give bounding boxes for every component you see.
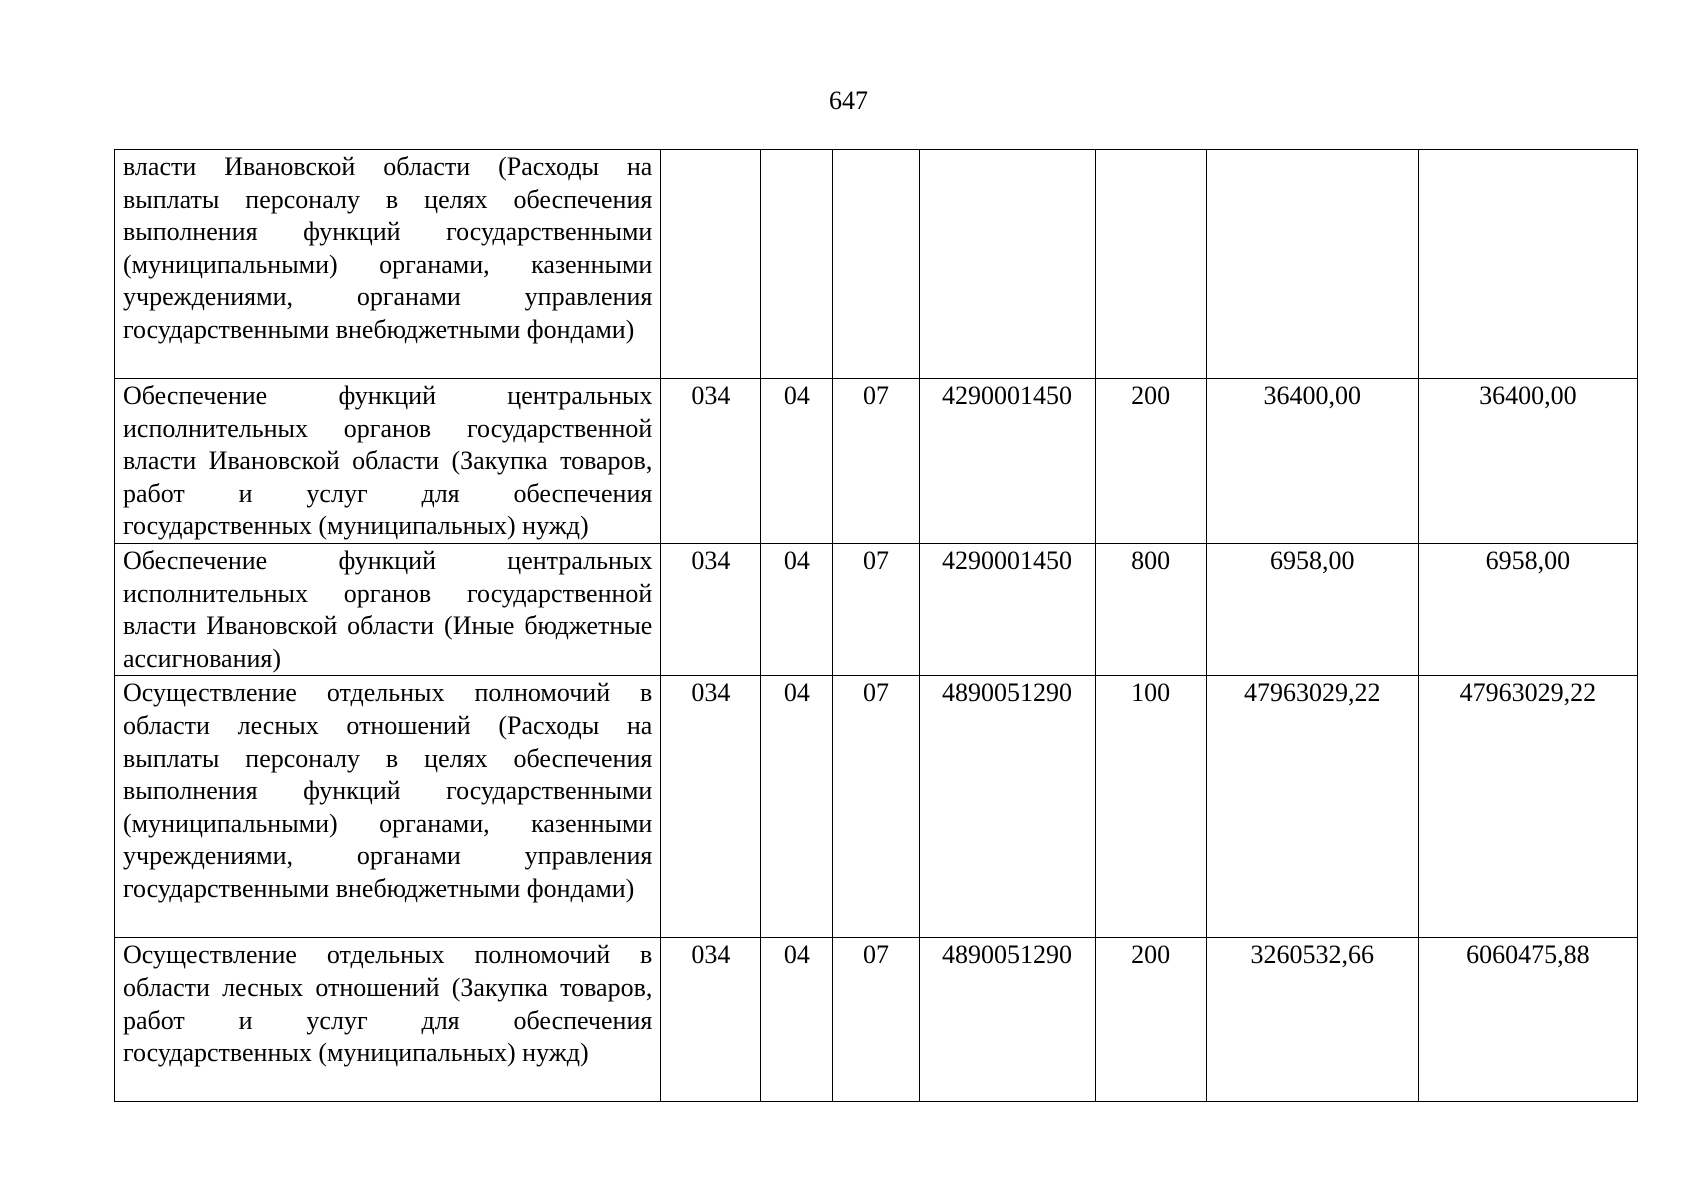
- table-row: [115, 379, 1638, 544]
- target-article-code: 4890051290: [919, 938, 1095, 1102]
- table-row: [115, 938, 1638, 1102]
- grbs-code: 034: [661, 379, 761, 544]
- amount-2: [1418, 150, 1637, 379]
- target-article-code: 4890051290: [919, 676, 1095, 938]
- subsection-code: 07: [833, 938, 919, 1102]
- expense-description: власти Ивановской области (Расходы на выплаты персоналу в целях обеспечения выполнения функций государственными (муниципальными) органами, казенными учреждениями, органами управления государственными внебюджетными фондами): [115, 150, 661, 379]
- expense-type-code: 200: [1095, 938, 1206, 1102]
- subsection-code: 07: [833, 676, 919, 938]
- subsection-code: 07: [833, 543, 919, 675]
- section-code: 04: [761, 938, 833, 1102]
- target-article-code: 4290001450: [919, 543, 1095, 675]
- grbs-code: 034: [661, 676, 761, 938]
- expense-description: Осуществление отдельных полномочий в области лесных отношений (Расходы на выплаты персоналу в целях обеспечения выполнения функций государственными (муниципальными) органами, казенными учреждениями, органами управления государственными внебюджетными фондами): [115, 676, 661, 938]
- expense-description: Обеспечение функций центральных исполнительных органов государственной власти Ивановской области (Иные бюджетные ассигнования): [115, 543, 661, 675]
- grbs-code: [661, 150, 761, 379]
- section-code: [761, 150, 833, 379]
- table-row: [115, 150, 1638, 379]
- expense-type-code: 100: [1095, 676, 1206, 938]
- amount-1: 36400,00: [1206, 379, 1418, 544]
- expense-description: Осуществление отдельных полномочий в области лесных отношений (Закупка товаров, работ и услуг для обеспечения государственных (муниципальных) нужд): [115, 938, 661, 1102]
- amount-2: 36400,00: [1418, 379, 1637, 544]
- subsection-code: 07: [833, 379, 919, 544]
- table-row: [115, 676, 1638, 938]
- amount-2: 6958,00: [1418, 543, 1637, 675]
- section-code: 04: [761, 543, 833, 675]
- expense-type-code: [1095, 150, 1206, 379]
- section-code: 04: [761, 676, 833, 938]
- target-article-code: [919, 150, 1095, 379]
- expense-type-code: 200: [1095, 379, 1206, 544]
- section-code: 04: [761, 379, 833, 544]
- expense-type-code: 800: [1095, 543, 1206, 675]
- page-number: 647: [829, 86, 868, 115]
- amount-1: 6958,00: [1206, 543, 1418, 675]
- amount-1: [1206, 150, 1418, 379]
- subsection-code: [833, 150, 919, 379]
- grbs-code: 034: [661, 938, 761, 1102]
- budget-table: [114, 149, 1638, 1102]
- amount-2: 47963029,22: [1418, 676, 1637, 938]
- amount-1: 47963029,22: [1206, 676, 1418, 938]
- amount-1: 3260532,66: [1206, 938, 1418, 1102]
- amount-2: 6060475,88: [1418, 938, 1637, 1102]
- grbs-code: 034: [661, 543, 761, 675]
- table-row: [115, 543, 1638, 675]
- expense-description: Обеспечение функций центральных исполнительных органов государственной власти Ивановской области (Закупка товаров, работ и услуг для обеспечения государственных (муниципальных) нужд): [115, 379, 661, 544]
- target-article-code: 4290001450: [919, 379, 1095, 544]
